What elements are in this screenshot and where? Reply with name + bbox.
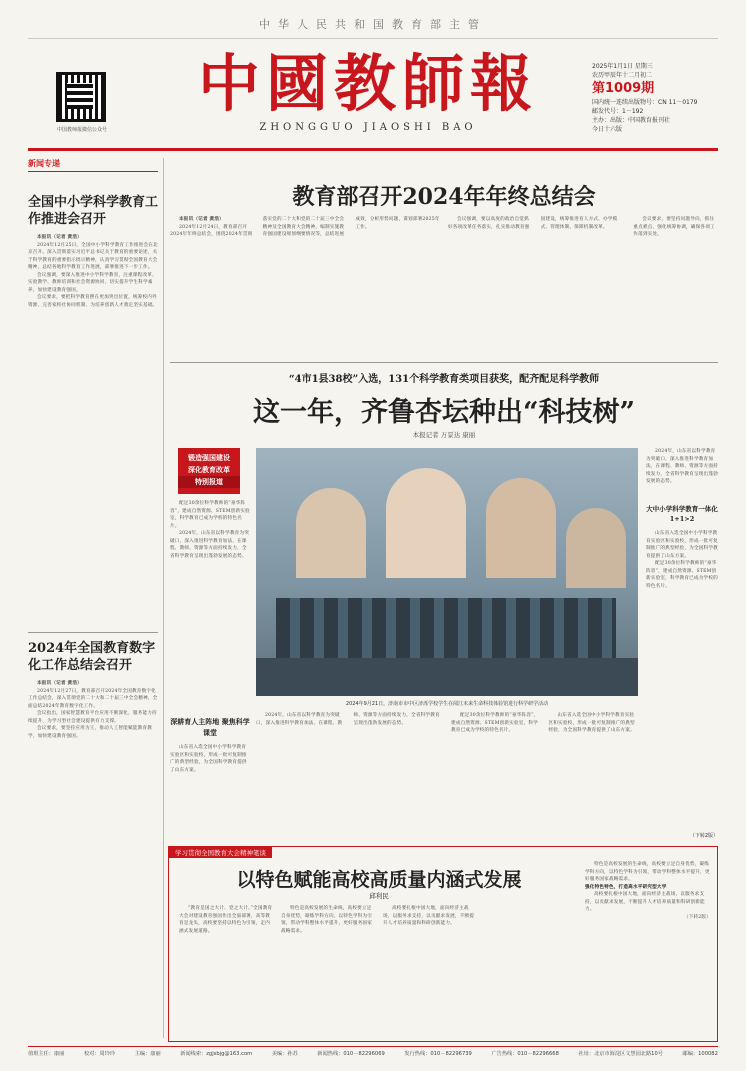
paragraph: 山东省入选全国中小学科学教育实验区和实验校，形成一批可复制推广的典型经验，为全国科学教育提供了山东方案。	[170, 745, 247, 773]
paragraph: 配足30余位科学教师的“豪华阵容”，建成自然资源、STEM创新实验室，科学教育已成为学校的特色名片。	[170, 501, 250, 529]
sidebar-story2-body	[28, 680, 158, 740]
issue-info	[592, 62, 732, 134]
badge-line: 特别报道	[178, 476, 240, 488]
pages-count: 今日十六版	[592, 126, 623, 133]
paragraph: 会议指出，国家智慧教育平台应用不断深化，服务能力持续提升，为学习型社会建设提供有力支撑。	[28, 711, 157, 724]
top-banner: 中华人民共和国教育部主管	[259, 18, 487, 31]
byline: 本报讯（记者 黄浩）	[179, 217, 224, 222]
special-report-badge	[178, 448, 240, 494]
byline: 本报讯（记者 黄浩）	[37, 681, 82, 686]
issue-lunar: 农历甲辰年十二月初二	[592, 72, 653, 79]
child-figure	[386, 468, 466, 578]
section-label: 新闻专递	[28, 158, 158, 172]
feature-body-lower	[256, 712, 638, 836]
paragraph: “教育是国之大计、党之大计。”全国教育大会对建设教育强国作出全面部署，高等教育是龙头，高校要坚持以特色为引领，走内涵式发展道路。	[179, 906, 273, 934]
qr-code	[56, 72, 106, 122]
bottom-byline: 邱利民	[369, 892, 389, 900]
bottom-right-col	[585, 861, 711, 1035]
paragraph: 会议要求，要坚持应用为王，推动人工智能赋能教育教学，加快建设教育强国。	[28, 726, 153, 739]
footer-item: 发行热线：010－82296739	[404, 1051, 472, 1057]
paragraph: 2024年，山东省以科学教育为突破口，深入推进科学教育加法，在课程、教师、资源等方面持续发力，全省科学教育呈现出蓬勃发展的态势。	[646, 449, 718, 484]
footer-item: 广告热线：010－82296668	[491, 1051, 559, 1057]
paragraph: 2024年12月25日，全国中小学科学教育工作推进会在北京召开。深入贯彻落实习近平总书记关于教育的重要论述，关于科学教育的重要指示批示精神，认真学习贯彻全国教育大会精神，总结各地科学教育工作进展，部署推进下一步工作。	[28, 242, 158, 270]
paragraph: 2024年12月27日，教育部召开2024年全国教育数字化工作总结会，深入贯彻党的二十大和二十届三中全会精神，全面总结2024年教育数字化工作。	[28, 688, 158, 709]
feature-photo	[256, 448, 638, 696]
child-figure	[486, 478, 556, 578]
footer	[28, 1050, 718, 1057]
sponsor: 主办：出版：中国教育报刊社	[592, 117, 671, 124]
paragraph: 会议要求，要把科学教育摆在更加突出位置，统筹校内外资源，完善家校社协同机制，为培养创新人才奠定坚实基础。	[28, 295, 158, 308]
top-rule	[28, 38, 718, 39]
lead-title: 教育部召开2024年年终总结会	[292, 184, 596, 210]
issue-number: 第1009期	[592, 81, 655, 96]
masthead-logo: 中國教師報	[197, 47, 538, 120]
byline: 本报讯（记者 黄浩）	[37, 235, 82, 240]
paragraph: 配足30余位科学教师的“豪华阵容”，建成自然资源、STEM创新实验室，科学教育已成为学校的特色名片。	[646, 561, 718, 589]
continued-note: （下转2版）	[689, 833, 718, 839]
feature-col1b	[170, 744, 250, 836]
sidebar-story1-title: 全国中小学科学教育工作推进会召开	[28, 195, 159, 227]
table	[256, 658, 638, 696]
column-label: 学习贯彻全国教育大会精神笔谈	[169, 847, 272, 858]
robot-kit	[276, 598, 616, 658]
badge-line: 深化教育改革	[188, 466, 230, 474]
paragraph: 2024年，山东省以科学教育为突破口，深入推进科学教育加法，在课程、教师、资源等方面持续发力，全省科学教育呈现出蓬勃发展的态势。	[256, 713, 440, 726]
bottom-body	[179, 905, 579, 1035]
footer-item: 校对：周玲玲	[83, 1051, 116, 1057]
header-red-rule	[28, 148, 718, 151]
photo-caption: 2024年9月21日，济南市市中区济泺学校学生在阅江未来生命科技体验馆进行科学研学活动	[345, 701, 549, 707]
sidebar	[28, 158, 158, 1038]
sidebar-story2	[28, 640, 158, 740]
paragraph: 山东省入选全国中小学科学教育实验区和实验校，形成一批可复制推广的典型经验，为全国科学教育提供了山东方案。	[548, 713, 635, 733]
subhead-2: 大中小学科学教育一体化 1+1>2	[646, 505, 718, 523]
masthead-pinyin: ZHONGGUO JIAOSHI BAO	[259, 122, 477, 133]
footer-item: 值班主任：康丽	[28, 1051, 65, 1057]
paragraph: 山东省入选全国中小学科学教育实验区和实验校，形成一批可复制推广的典型经验，为全国科学教育提供了山东方案。	[646, 531, 718, 559]
paragraph: 高校要扎根中国大地，面向经济主战场，以服务求支持，以贡献求发展，不断提升人才培养质量和科研创新能力。	[383, 906, 475, 926]
badge-line: 锻造强国建设	[188, 454, 230, 462]
child-figure	[566, 508, 626, 588]
bottom-box	[168, 846, 718, 1042]
paragraph: 高校要扎根中国大地，面向经济主战场，以服务求支持，以贡献求发展，不断提升人才培养质量和科研创新能力。	[585, 892, 705, 912]
sidebar-story2-title: 2024年全国教育数字化工作总结会召开	[28, 641, 156, 673]
footer-item: 新闻线索：zgjsbjg@163.com	[180, 1051, 253, 1057]
footer-item: 新闻热线：010－82296069	[317, 1051, 385, 1057]
feature-title: 这一年，齐鲁杏坛种出“科技树”	[252, 397, 636, 428]
feature-kicker: “4市1县38校”入选，131个科学教育类项目获奖，配齐配足科学教师	[288, 374, 600, 385]
paragraph: 特色是高校发展的生命线，高校要立足自身优势，凝练学科方向，以特色学科为引领，带动学科整体水平提升，更好服务国家战略需求。	[585, 862, 710, 882]
paragraph: 2024年，山东省以科学教育为突破口，深入推进科学教育加法，在课程、教师、资源等方面持续发力，全省科学教育呈现出蓬勃发展的态势。	[170, 531, 250, 559]
subhead-1: 深耕育人主阵地 聚焦科学课堂	[170, 717, 250, 737]
footer-item: 社址：北京市海淀区文慧园北路10号	[578, 1051, 663, 1057]
paragraph: 会议强调，要以高度的政治自觉抓好各项改革任务落实，扎实推动教育强国建设，统筹推进育人方式、办学模式、管理体制、保障机制改革。	[447, 217, 618, 230]
paragraph: 特色是高校发展的生命线，高校要立足自身优势，凝练学科方向，以特色学科为引领，带动学科整体水平提升，更好服务国家战略需求。	[281, 906, 373, 934]
footer-rule	[28, 1046, 718, 1047]
footer-item: 主编：康丽	[134, 1051, 161, 1057]
paragraph: 配足30余位科学教师的“豪华阵容”，建成自然资源、STEM创新实验室，科学教育已成为学校的特色名片。	[451, 713, 539, 733]
feature-col1	[170, 500, 250, 710]
bottom-title: 以特色赋能高校高质量内涵式发展	[236, 869, 522, 891]
subhead: 强化特色特色，打造高水平研究型大学	[585, 884, 667, 890]
lead-body	[170, 216, 718, 294]
feature-byline: 本报记者 万景达 康丽	[412, 431, 476, 439]
paragraph: 会议强调，要深入推进中小学科学教育，注重课程改革、实验教学、教师培训和社会资源协同，切实提升学生科学素养，加快建设教育强国。	[28, 272, 157, 293]
paragraph: 会议要求，要坚持问题导向，抓住重点难点，强化统筹协调，确保各项工作落到实处。	[633, 217, 715, 237]
paragraph: 2024年12月24日，教育部召开2024年年终总结会，围绕2024年贯彻落实党的二十大和党的二十届三中全会精神及全国教育大会精神，编制实施教育强国建设规划纲要情况等，总结进展成效，分析形势问题，谋划部署2025年工作。	[170, 217, 440, 237]
feature-right-col2	[646, 530, 718, 830]
issue-date: 2025年1月1日 星期三	[592, 63, 653, 70]
sidebar-story1-body	[28, 234, 158, 309]
footer-item: 美编：孙苏	[271, 1051, 298, 1057]
feature-right-col	[646, 448, 718, 500]
qr-caption: 中国教师报微信公众号	[56, 127, 107, 133]
postal-code: 邮发代号：1－192	[592, 108, 644, 115]
child-figure	[296, 488, 366, 578]
divider	[170, 362, 718, 363]
column-divider	[163, 158, 164, 1038]
cn-code: 国内统一连续出版物号：CN 11－0179	[592, 99, 698, 106]
footer-item: 邮编：100082	[682, 1051, 718, 1057]
divider	[28, 632, 158, 633]
continued-note: （下转2版）	[683, 914, 711, 920]
